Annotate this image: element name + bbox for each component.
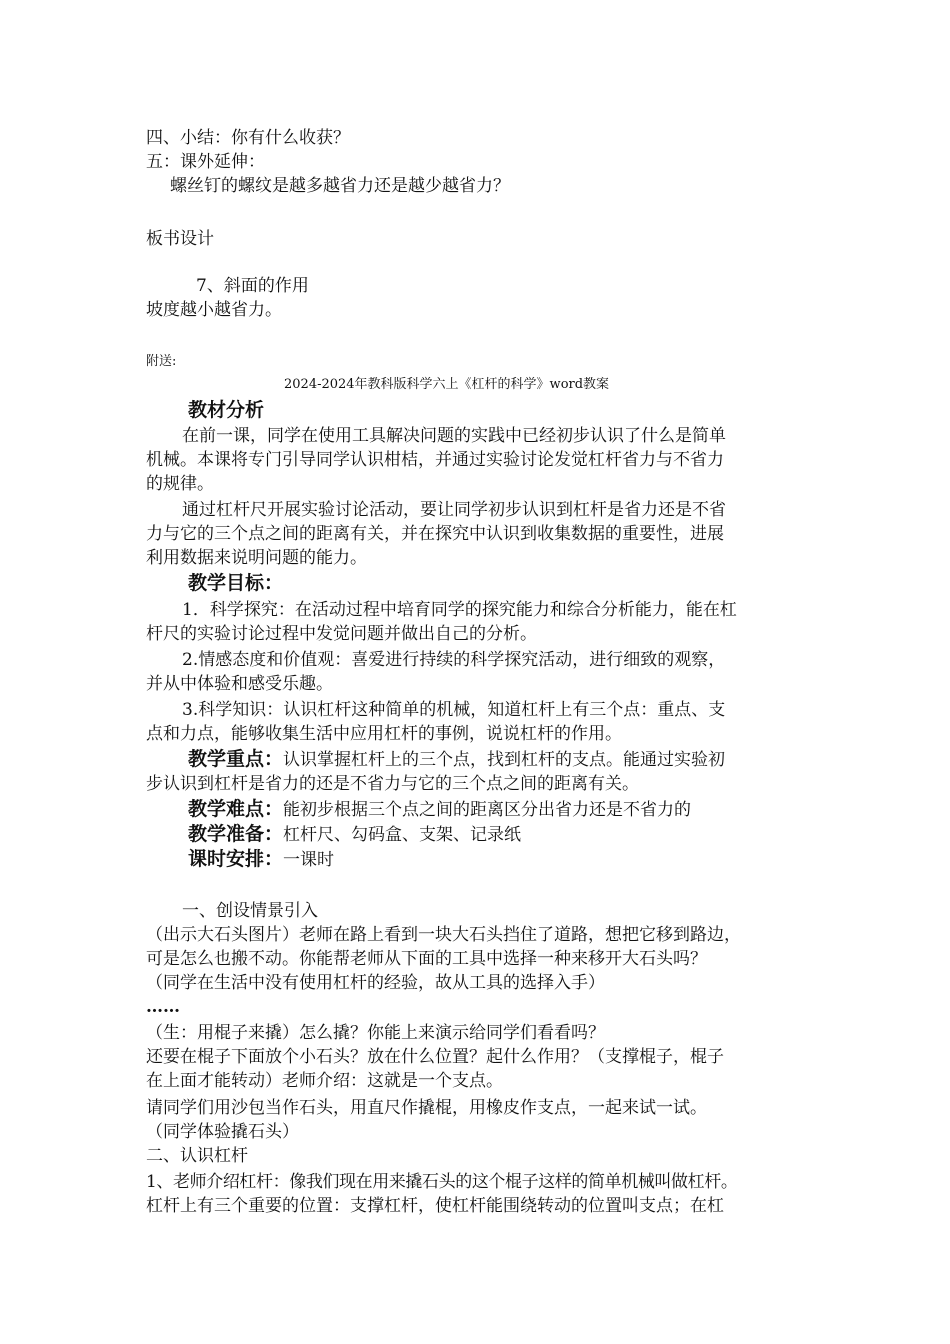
summary-line: 四、小结：你有什么收获？ (146, 128, 350, 148)
board-line: 坡度越小越省力。 (146, 300, 282, 320)
paragraph-line: 力与它的三个点之间的距离有关，并在探究中认识到收集数据的重要性，进展 (146, 524, 724, 544)
difficulty-text: 能初步根据三个点之间的距离区分出省力还是不省力的 (283, 800, 692, 820)
schedule (188, 848, 334, 871)
prep (188, 823, 521, 846)
key-points-text-cont: 步认识到杠杆是省力的还是不省力与它的三个点之间的距离有关。 (146, 774, 639, 794)
paragraph-line: 机械。本课将专门引导同学认识柑桔，并通过实验讨论发觉杠杆省力与不省力 (146, 450, 724, 470)
prep-label: 教学准备： (188, 823, 284, 845)
difficulty (188, 798, 691, 821)
ellipsis: …… (146, 997, 180, 1017)
goal-line: 并从中体验和感受乐趣。 (146, 674, 333, 694)
difficulty-label: 教学难点： (188, 798, 284, 820)
lesson-line: 还要在棍子下面放个小石头？放在什么位置？起什么作用？（支撑棍子，棍子 (146, 1047, 724, 1067)
prep-text: 杠杆尺、勾码盒、支架、记录纸 (283, 825, 522, 845)
lesson-line: 杠杆上有三个重要的位置：支撑杠杆，使杠杆能围绕转动的位置叫支点；在杠 (146, 1196, 724, 1216)
extension-question: 螺丝钉的螺纹是越多越省力还是越少越省力？ (170, 176, 510, 196)
goal-line: 杆尺的实验讨论过程中发觉问题并做出自己的分析。 (146, 624, 537, 644)
paragraph-line: 的规律。 (146, 474, 214, 494)
goal-line: 3.科学知识：认识杠杆这种简单的机械，知道杠杆上有三个点：重点、支 (182, 700, 726, 720)
analysis-heading: 教材分析 (188, 399, 265, 421)
schedule-text: 一课时 (283, 850, 335, 870)
key-points-text: 认识掌握杠杆上的三个点，找到杠杆的支点。能通过实验初 (283, 750, 726, 770)
paragraph-line: 通过杠杆尺开展实验讨论活动，要让同学初步认识到杠杆是省力还是不省 (182, 500, 726, 520)
section-heading: 二、认识杠杆 (146, 1146, 248, 1166)
paragraph-line: 利用数据来说明问题的能力。 (146, 548, 367, 568)
lesson-line: （出示大石头图片）老师在路上看到一块大石头挡住了道路，想把它移到路边， (146, 925, 741, 945)
lesson-line: （生：用棍子来撬）怎么撬？你能上来演示给同学们看看吗？ (146, 1023, 605, 1043)
lesson-line: （同学体验撬石头） (146, 1122, 299, 1142)
lesson-line: （同学在生活中没有使用杠杆的经验，故从工具的选择入手） (146, 973, 605, 993)
goal-line: 点和力点，能够收集生活中应用杠杆的事例，说说杠杆的作用。 (146, 724, 622, 744)
schedule-label: 课时安排： (188, 848, 284, 870)
key-points-label: 教学重点： (188, 748, 284, 770)
appendix-label: 附送: (146, 354, 177, 369)
lesson-line: 在上面才能转动）老师介绍：这就是一个支点。 (146, 1071, 503, 1091)
section-heading: 一、创设情景引入 (182, 901, 318, 921)
lesson-line: 可是怎么也搬不动。你能帮老师从下面的工具中选择一种来移开大石头吗？ (146, 949, 707, 969)
extension-heading: 五：课外延伸： (146, 152, 265, 172)
lesson-line: 请同学们用沙包当作石头，用直尺作撬棍，用橡皮作支点，一起来试一试。 (146, 1098, 707, 1118)
board-title: 7、斜面的作用 (196, 276, 309, 296)
goal-line: 2.情感态度和价值观：喜爱进行持续的科学探究活动，进行细致的观察， (182, 650, 726, 670)
board-heading: 板书设计 (146, 229, 214, 249)
doc-title: 2024-2024年教科版科学六上《杠杆的科学》word教案 (284, 377, 610, 392)
paragraph-line: 在前一课，同学在使用工具解决问题的实践中已经初步认识了什么是简单 (182, 426, 726, 446)
goal-line: 1．科学探究：在活动过程中培育同学的探究能力和综合分析能力，能在杠 (182, 600, 737, 620)
key-points (188, 748, 725, 771)
lesson-line: 1、老师介绍杠杆：像我们现在用来撬石头的这个棍子这样的简单机械叫做杠杆。 (146, 1172, 738, 1192)
goals-heading: 教学目标： (188, 572, 284, 594)
